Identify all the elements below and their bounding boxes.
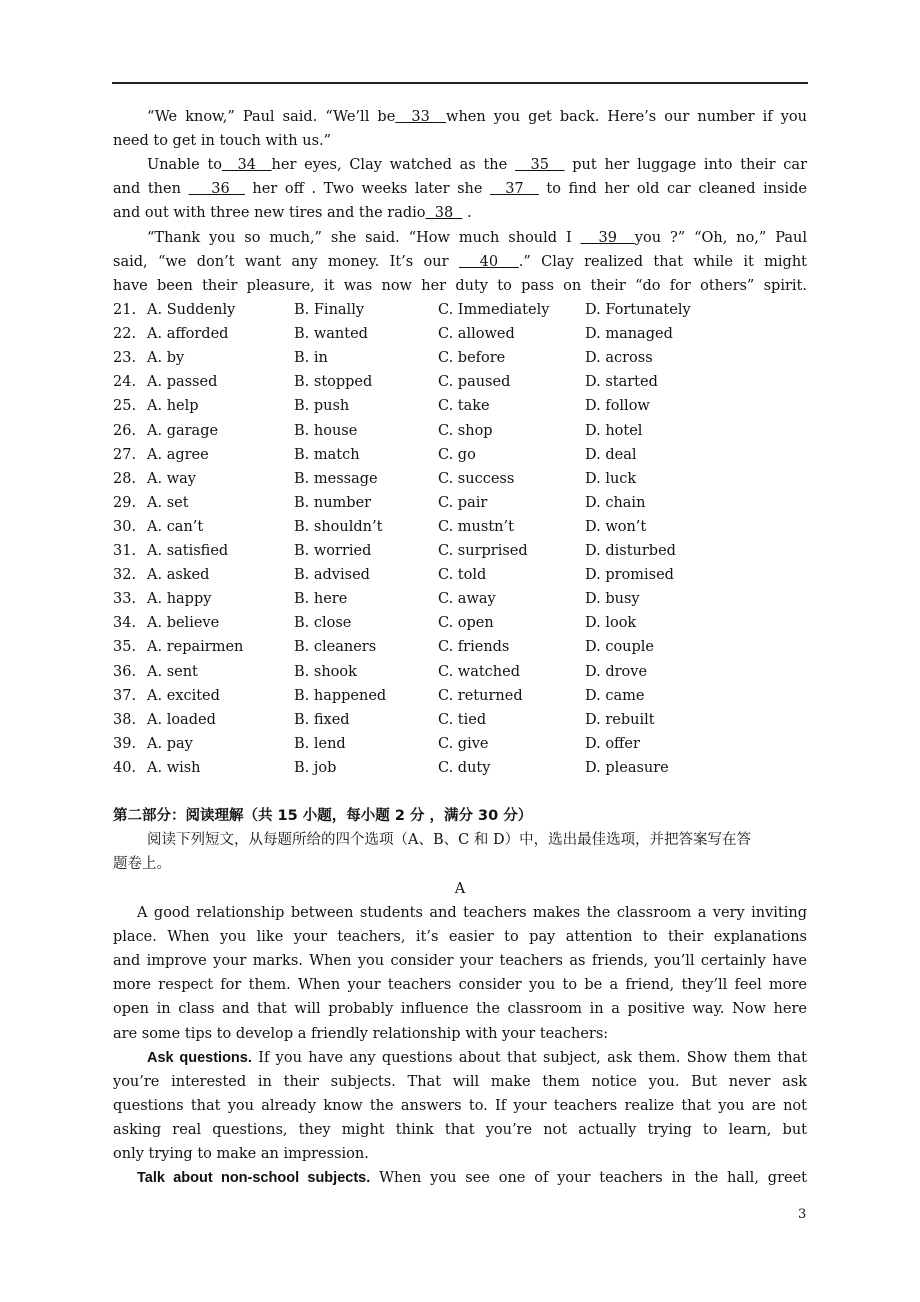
option-b: B. house [294, 422, 358, 439]
option-c: C. success [438, 470, 515, 487]
answer-blank: 33 [395, 109, 447, 125]
option-b: B. match [294, 446, 360, 463]
question-number: 24. [113, 374, 137, 391]
option-d: D. rebuilt [585, 711, 655, 728]
option-d: D. hotel [585, 422, 643, 439]
option-c: C. go [438, 446, 476, 463]
option-d: D. pleasure [585, 759, 669, 776]
option-c: C. away [438, 591, 496, 608]
text-line [113, 276, 807, 296]
option-c: C. watched [438, 663, 521, 680]
option-c: C. paused [438, 374, 511, 391]
text-segment: If you have any questions about that subject, ask them. Show them that [251, 1049, 808, 1066]
text-segment: . [462, 205, 472, 222]
text-segment: you ?” “Oh, no,” Paul [634, 229, 807, 246]
option-d: D. came [585, 687, 645, 704]
option-b: B. in [294, 350, 328, 367]
option-a: A. garage [147, 422, 219, 439]
text-line [113, 107, 807, 127]
text-segment: “Thank you so much,” she said. “How much should I [147, 229, 581, 246]
question-number: 33. [113, 591, 137, 608]
option-d: D. look [585, 615, 637, 632]
option-a: A. repairmen [147, 639, 244, 656]
page-number: 3 [798, 1207, 807, 1222]
text-line [113, 1024, 807, 1044]
option-b: B. advised [294, 567, 370, 584]
text-segment: asking real questions, they might think that you’re not actually trying to learn, but [113, 1121, 807, 1138]
option-b: B. Finally [294, 302, 365, 318]
option-a: A. by [147, 350, 185, 367]
option-c: C. give [438, 735, 489, 752]
option-c: C. pair [438, 494, 488, 511]
text-segment: open in class and that will probably influence the classroom in a positive way. Now here [113, 1001, 807, 1018]
text-segment: are some tips to develop a friendly relationship with your teachers: [113, 1025, 609, 1042]
text-line [113, 975, 807, 995]
text-segment: place. When you like your teachers, it’s easier to pay attention to their explanations [113, 929, 807, 946]
option-a: A. help [147, 398, 199, 415]
option-d: D. couple [585, 639, 655, 656]
option-a: A. Suddenly [147, 302, 236, 318]
option-a: A. asked [147, 567, 210, 584]
option-b: B. job [294, 759, 337, 776]
text-line [113, 252, 807, 272]
section-heading: 第二部分：阅读理解（共 15 小题，每小题 2 分 ，满分 30 分） [113, 808, 533, 824]
text-line [113, 1048, 807, 1068]
option-c: C. Immediately [438, 302, 550, 318]
text-segment: and out with three new tires and the radio [113, 205, 426, 222]
option-c: C. friends [438, 639, 510, 656]
text-segment: when you get back. Here’s our number if you [446, 109, 807, 125]
option-a: A. satisfied [147, 543, 229, 559]
text-line [113, 131, 807, 151]
question-number: 36. [113, 663, 137, 680]
option-b: B. close [294, 615, 352, 632]
answer-blank: 36 [188, 181, 245, 198]
text-line [113, 155, 807, 175]
question-number: 30. [113, 518, 137, 535]
question-number: 34. [113, 615, 137, 632]
option-d: D. across [585, 350, 653, 367]
text-segment: A good relationship between students and teachers makes the classroom a very inviting [137, 905, 807, 921]
option-d: D. follow [585, 398, 650, 415]
text-segment: more respect for them. When your teachers consider you to be a friend, they’ll feel more [113, 977, 807, 994]
option-b: B. push [294, 398, 350, 415]
text-line [113, 927, 807, 947]
text-line [113, 951, 807, 971]
text-segment: only trying to make an impression. [113, 1146, 369, 1162]
option-c: C. duty [438, 759, 491, 776]
text-segment: and improve your marks. When you consider your teachers as friends, you’ll certainly have [113, 953, 807, 970]
option-a: A. set [147, 494, 189, 511]
option-a: A. can’t [147, 518, 204, 535]
option-d: D. luck [585, 470, 637, 487]
option-d: D. Fortunately [585, 302, 691, 318]
option-c: C. tied [438, 711, 487, 728]
option-b: B. shouldn’t [294, 518, 383, 535]
answer-blank: 35 [515, 157, 565, 174]
text-segment: have been their pleasure, it was now her duty to pass on their “do for others” spirit. [113, 277, 807, 294]
option-a: A. loaded [147, 711, 216, 728]
text-segment: and then [113, 181, 189, 198]
question-number: 29. [113, 494, 137, 511]
option-c: C. take [438, 398, 490, 415]
text-segment: her off . Two weeks later she [244, 181, 491, 198]
option-c: C. before [438, 350, 506, 367]
option-c: C. returned [438, 687, 523, 704]
option-c: C. mustn’t [438, 518, 514, 535]
text-line [113, 1168, 807, 1188]
option-b: B. message [294, 470, 378, 487]
question-number: 23. [113, 350, 137, 367]
option-a: A. way [147, 470, 196, 487]
answer-blank: 38 [425, 205, 463, 222]
question-number: 40. [113, 759, 137, 776]
tip-heading: Talk about non-school subjects. [137, 1170, 371, 1187]
instruction-text-cont: 题卷上。 [113, 856, 171, 872]
option-c: C. allowed [438, 326, 515, 343]
option-c: C. shop [438, 422, 493, 439]
option-b: B. worried [294, 543, 372, 559]
option-b: B. shook [294, 663, 357, 680]
text-segment: .” Clay realized that while it might [518, 253, 807, 270]
header-rule [112, 82, 808, 84]
option-b: B. cleaners [294, 639, 377, 656]
question-number: 22. [113, 326, 137, 343]
option-c: C. told [438, 567, 487, 584]
option-b: B. number [294, 494, 372, 511]
question-number: 28. [113, 470, 137, 487]
text-line [113, 1096, 807, 1116]
option-a: A. pay [147, 735, 193, 752]
text-line [113, 1120, 807, 1140]
text-line [113, 179, 807, 199]
option-a: A. afforded [147, 326, 229, 343]
option-d: D. chain [585, 494, 646, 511]
text-line [113, 999, 807, 1019]
text-segment: need to get in touch with us.” [113, 133, 332, 150]
option-a: A. excited [147, 687, 220, 704]
answer-blank: 34 [222, 157, 272, 174]
answer-blank: 37 [490, 181, 539, 198]
answer-blank: 39 [580, 229, 635, 246]
question-number: 37. [113, 687, 137, 704]
option-a: A. happy [147, 591, 212, 608]
option-a: A. wish [147, 759, 201, 776]
question-number: 27. [113, 446, 137, 463]
text-segment: her eyes, Clay watched as the [271, 157, 515, 174]
text-segment: Unable to [147, 157, 223, 174]
passage-label: A [454, 881, 466, 897]
text-line [113, 903, 807, 923]
option-d: D. disturbed [585, 543, 676, 559]
option-a: A. passed [147, 374, 218, 391]
option-d: D. offer [585, 735, 640, 752]
text-segment: questions that you already know the answers to. If your teachers realize that you are not [113, 1097, 807, 1114]
instruction-text: 阅读下列短文，从每题所给的四个选项（A、B、C 和 D）中，选出最佳选项，并把答案写在答 [147, 832, 752, 848]
text-line [113, 1144, 807, 1164]
text-segment: you’re interested in their subjects. That will make them notice you. But never ask [113, 1073, 807, 1090]
option-c: C. surprised [438, 543, 528, 559]
text-segment: “We know,” Paul said. “We’ll be [147, 109, 396, 125]
option-a: A. sent [147, 663, 198, 680]
option-b: B. stopped [294, 374, 373, 391]
text-segment: said, “we don’t want any money. It’s our [113, 253, 459, 270]
question-number: 39. [113, 735, 137, 752]
option-b: B. happened [294, 687, 387, 704]
text-segment: put her luggage into their car [564, 157, 807, 174]
option-b: B. wanted [294, 326, 368, 343]
question-number: 25. [113, 398, 137, 415]
tip-heading: Ask questions. [147, 1049, 252, 1066]
option-c: C. open [438, 615, 494, 632]
option-d: D. deal [585, 446, 637, 463]
question-number: 26. [113, 422, 137, 439]
text-line [113, 228, 807, 248]
text-line [113, 1072, 807, 1092]
option-d: D. started [585, 374, 658, 391]
option-b: B. lend [294, 735, 346, 752]
question-number: 35. [113, 639, 137, 656]
question-number: 38. [113, 711, 137, 728]
question-number: 32. [113, 567, 137, 584]
option-d: D. promised [585, 567, 674, 584]
option-b: B. fixed [294, 711, 350, 728]
option-a: A. agree [147, 446, 209, 463]
option-d: D. busy [585, 591, 640, 608]
option-d: D. drove [585, 663, 648, 680]
option-d: D. won’t [585, 518, 647, 535]
text-line [113, 203, 807, 223]
question-number: 21. [113, 302, 137, 318]
text-segment: When you see one of your teachers in the hall, greet [370, 1170, 807, 1187]
option-d: D. managed [585, 326, 673, 343]
question-number: 31. [113, 543, 137, 559]
text-segment: to find her old car cleaned inside [538, 181, 807, 198]
option-b: B. here [294, 591, 348, 608]
option-a: A. believe [147, 615, 220, 632]
answer-blank: 40 [458, 253, 519, 270]
